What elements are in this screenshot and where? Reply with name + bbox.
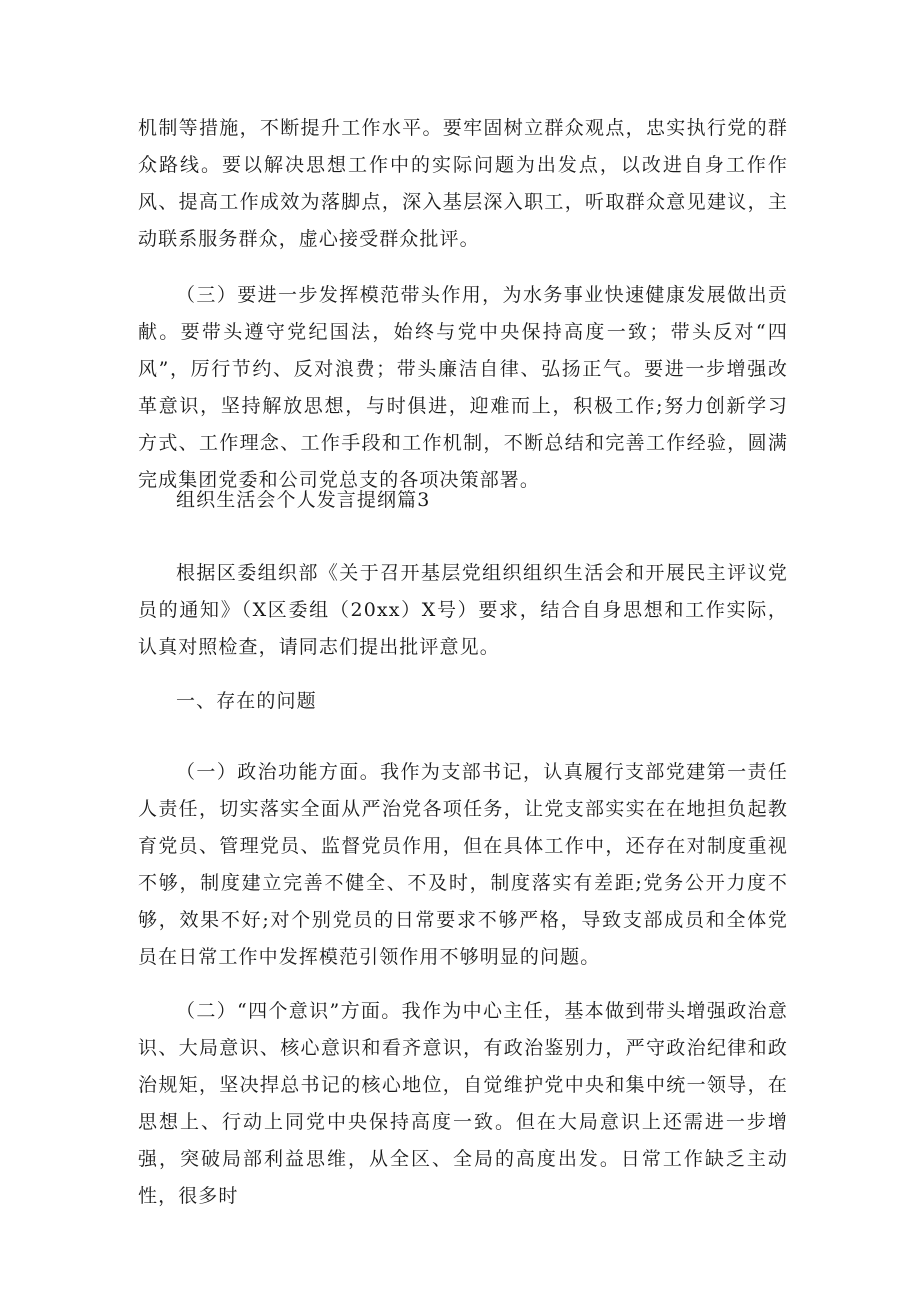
paragraph-intro: 根据区委组织部《关于召开基层党组织组织生活会和开展民主评议党员的通知》（X区委组（20xx）X号）要求，结合自身思想和工作实际，认真对照检查，请同志们提出批评意见。 [138,562,788,658]
subheading-problems: 一、存在的问题 [176,690,317,712]
paragraph-four-consciousness: （二）“四个意识”方面。我作为中心主任，基本做到带头增强政治意识、大局意识、核心意识和看齐意识，有政治鉴别力，严守政治纪律和政治规矩，坚决捍总书记的核心地位，自觉维护党中央和集中统一领导，在思想上、行动上同党中央保持高度一致。但在大局意识上还需进一步增强，突破局部利益思维，从全区、全局的高度出发。日常工作缺乏主动性，很多时 [138,1000,788,1207]
paragraph-continuation: 机制等措施，不断提升工作水平。要牢固树立群众观点，忠实执行党的群众路线。要以解决思想工作中的实际问题为出发点，以改进自身工作作风、提高工作成效为落脚点，深入基层深入职工，听取群众意见建议，主动联系服务群众，虚心接受群众批评。 [138,117,788,250]
section-title: 组织生活会个人发言提纲篇3 [176,489,431,511]
paragraph-section-three: （三）要进一步发挥模范带头作用，为水务事业快速健康发展做出贡献。要带头遵守党纪国法，始终与党中央保持高度一致；带头反对“四风”，厉行节约、反对浪费；带头廉洁自律、弘扬正气。要进一步增强改革意识，坚持解放思想，与时俱进，迎难而上，积极工作;努力创新学习方式、工作理念、工作手段和工作机制，不断总结和完善工作经验，圆满完成集团党委和公司党总支的各项决策部署。 [138,284,788,491]
paragraph-political-function: （一）政治功能方面。我作为支部书记，认真履行支部党建第一责任人责任，切实落实全面从严治党各项任务，让党支部实实在在地担负起教育党员、管理党员、监督党员作用，但在具体工作中，还存在对制度重视不够，制度建立完善不健全、不及时，制度落实有差距;党务公开力度不够，效果不好;对个别党员的日常要求不够严格，导致支部成员和全体党员在日常工作中发挥模范引领作用不够明显的问题。 [138,761,788,968]
